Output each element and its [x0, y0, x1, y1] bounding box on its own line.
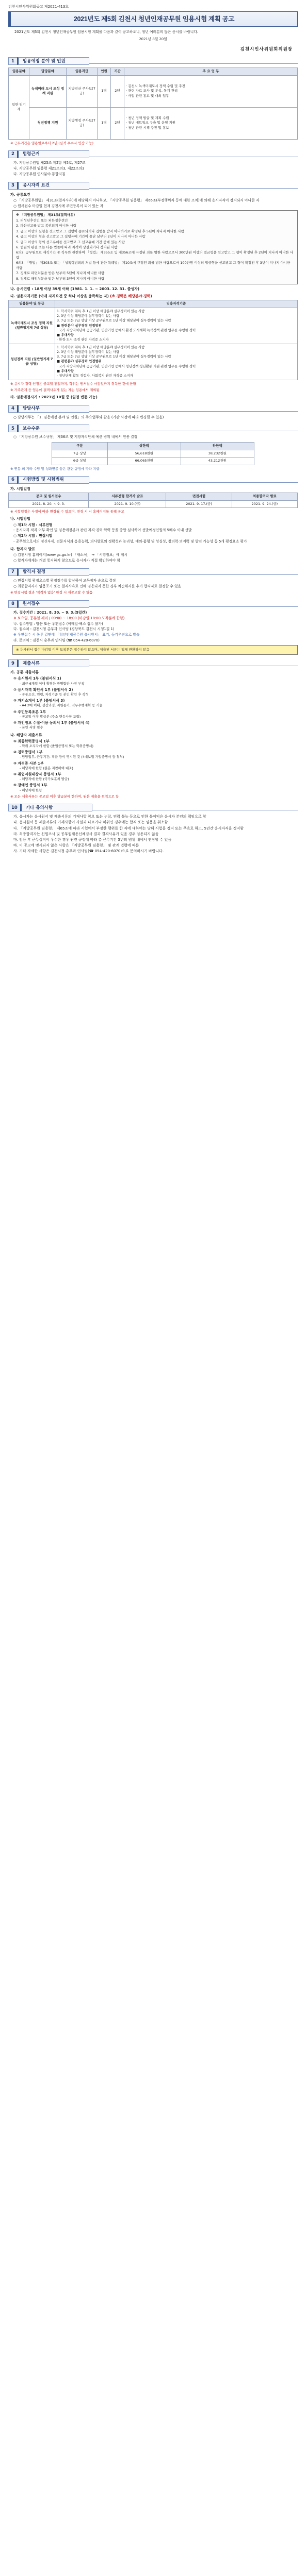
doc-desc: - 학위 소지자에 한함 (졸업증명서 또는 학위증명서)	[20, 743, 93, 748]
table-cell-duties	[124, 107, 298, 139]
list-item	[13, 709, 298, 719]
qual-note: (※ 경력은 해당분야 경력)	[110, 294, 152, 299]
section-rule	[89, 425, 298, 431]
list-item	[13, 687, 298, 697]
section-application	[8, 600, 298, 655]
box-line: 8. 징계로 해임처분을 받은 날부터 3년이 지나지 아니한 사람	[16, 276, 105, 281]
subsection-title: 가. 공통요건	[10, 192, 30, 197]
section-label: 법령근거	[17, 150, 89, 158]
table-cell-qual	[55, 308, 298, 344]
schedule-table	[8, 493, 298, 508]
section-label: 보수수준	[17, 425, 89, 432]
qualification-table	[8, 300, 298, 380]
duty-item: · 김천시 녹색미래도시 정책 수립 및 추진	[126, 84, 185, 89]
section-header	[8, 150, 298, 158]
section-eligibility	[8, 182, 298, 400]
list-item: 나. 접수방법 : 방문 또는 우편접수 (이메일·팩스 접수 불가)	[13, 621, 103, 626]
list-item: 바. 이 공고에 명시되지 않은 사항은 「지방공무원 임용령」 및 관계 법령에 따름	[13, 843, 139, 848]
table-header: 면접시험	[166, 493, 232, 500]
list-item: - 응시자격 적격 여부 확인 및 임용예정분야 관련 자격·경력·학력 등을 종합 심사하여 선발예정인원의 5배수 이내 선발	[13, 528, 192, 533]
table-header: 서류전형 합격자 발표	[89, 493, 166, 500]
box-line: 5. 금고 이상의 형의 선고유예를 선고받고 그 선고유예 기간 중에 있는 사람	[16, 240, 125, 244]
list-item	[13, 720, 298, 730]
subsection-title: 나. 시험방법	[10, 517, 30, 521]
doc-desc: - 해당자에 한함	[20, 788, 42, 792]
section-header	[8, 568, 298, 576]
qual-line: · 국가·지방자치단체·공공기관, 민간기업 등에서 환경·도시계획·녹색정책 관련 업무를 수행한 경력	[57, 328, 196, 332]
subsection-title: 라. 임용예정시기 : 2021년 10월 중 (일정 변동 가능)	[10, 395, 98, 400]
recruitment-table	[8, 67, 298, 139]
table-cell: 38,232천원	[181, 450, 254, 457]
box-line: 1. 피성년후견인 또는 피한정후견인	[16, 218, 68, 223]
section-label: 원서접수	[17, 600, 89, 608]
qual-footnote: ※ 응시자 경력 인정은 공고일 전일까지, 학위는 원서접수 마감일까지 취득한 것에 한함	[10, 381, 136, 386]
notice-date: 2021년 8월 20일	[139, 37, 167, 42]
section-pass-decision	[8, 568, 298, 596]
list-item: 가. 지방공무원법 제25조 제2항 제5호, 제27조	[13, 161, 86, 165]
section-documents	[8, 659, 298, 799]
qual-line: · 국가·지방자치단체·공공기관, 민간기업 등에서 청년정책·청년활동 지원 관련 업무를 수행한 경력	[57, 364, 196, 368]
table-row	[9, 344, 298, 380]
table-row	[9, 75, 298, 107]
application-warning: ※ 응시원서 접수 마감일 이후 도착분은 접수하지 않으며, 제출된 서류는 일체 반환하지 않음	[12, 645, 298, 655]
common-documents	[8, 676, 298, 730]
list-item: 라. 문의처 : 김천시 총무과 인사팀 (☎ 054-420-6070)	[13, 638, 100, 643]
table-header: 임용분야	[9, 68, 29, 75]
section-number: 3	[8, 182, 17, 190]
doc-title: ② 경력증명서 1부	[13, 750, 43, 755]
section-label: 제출서류	[17, 659, 89, 667]
section-header	[8, 476, 298, 484]
list-note: ※ 토요일, 공휴일 제외 / 09:00 ~ 18:00 (마감일 18:00 도착분에 한함)	[13, 616, 125, 620]
table-header: 하한액	[181, 443, 254, 450]
pass-note: ※ 면접시험 결과 '적격자 없음' 판정 시 재공고할 수 있음	[10, 590, 93, 595]
doc-title: ④ 취업지원대상자 증명서 1부	[13, 772, 61, 776]
section-label: 기타 유의사항	[20, 804, 92, 811]
table-cell: 2021. 9. 17.(금)	[166, 500, 232, 507]
list-item: 가. 접수기간 : 2021. 8. 30. ~ 9. 3.(5일간)	[13, 610, 87, 615]
qual-line: 2. 3년 이상 해당분야 실무경력이 있는 사람	[57, 349, 120, 354]
list-item: ○ 김천시청 홈페이지(www.gc.go.kr) 「새소식」 → 「시험정보」에 게시	[13, 553, 127, 557]
table-cell: 녹색미래 도시 조성 정책 지원	[29, 75, 67, 107]
subsection-title: 다. 합격자 발표	[10, 547, 36, 551]
table-cell: 2021. 9. 10.(금)	[89, 500, 166, 507]
doc-title: ① 최종학력증명서 1부	[13, 739, 50, 743]
table-cell: 6급 상당	[52, 457, 108, 465]
intro	[8, 27, 298, 43]
section-rule	[89, 476, 298, 483]
doc-desc: - 공통요건, 연령, 자격기준 등 본인 확인 후 작성	[20, 692, 89, 697]
table-cell: 66,065천원	[107, 457, 181, 465]
section-label: 임용예정 분야 및 인원	[17, 57, 89, 65]
section-header	[8, 425, 298, 432]
list-item: 나. 응시원서 등 제출서류의 기재사항이 사실과 다르거나 허위인 경우에는 합격 또는 임용을 취소함	[13, 820, 168, 825]
table-note: ※ 근무기간은 임용일로부터 2년 (실적 우수시 연장 가능)	[10, 141, 93, 145]
doc-title: ① 응시원서 1부 (붙임서식 1)	[13, 676, 61, 681]
duty-item: · 사업 관련 홍보 및 대외 업무	[126, 93, 169, 98]
disqualification-box	[12, 210, 298, 284]
section-header	[8, 659, 298, 667]
list-item: ○ 면접시험 평정요소별 평정점수를 합산하여 고득점자 순으로 결정	[13, 578, 116, 583]
doc-desc: - 해당자에 한함 (원본 지참하여 대조)	[20, 766, 73, 770]
table-header: 임용자격기준	[55, 300, 298, 308]
section-notes	[8, 804, 298, 854]
section-header	[8, 804, 298, 811]
table-cell: 43,212천원	[181, 457, 254, 465]
table-cell: 지방전산 주사보(7급)	[67, 75, 98, 107]
list-item	[13, 761, 298, 771]
doc-title: ④ 주민등록초본 1부	[13, 709, 46, 714]
box-line: 4. 금고 이상의 형을 선고받고 그 집행유예 기간이 끝난 날부터 2년이 지나지 아니한 사람	[16, 234, 146, 239]
section-rule	[89, 405, 298, 412]
table-row	[9, 107, 298, 139]
section-header	[8, 600, 298, 608]
table-cell: 2021. 8. 20. ~ 9. 3.	[9, 500, 89, 507]
table-cell: 청년정책 지원 (일반임기제 7급 상당)	[9, 344, 55, 380]
duty-item: · 청년 관련 시책 추진 및 홍보	[126, 125, 169, 130]
table-cell: 56,618천원	[107, 450, 181, 457]
notice-number: 김천시인사위원회공고 제2021-413호	[8, 5, 69, 9]
notes-list	[8, 814, 298, 854]
list-item	[13, 783, 298, 792]
list-item: ○ 「지방공무원법」 제31조(결격사유)에 해당하지 아니하고, 「지방공무원 임용령」 제65조(부정행위자 등에 대한 조치)에 의해 응시자격이 정지되지 아니한 자	[13, 198, 260, 202]
section-rule	[92, 804, 298, 810]
qual-footnote: ※ 가족관계 등 임용에 결격사유가 있는 자는 임용에서 제외됨	[10, 388, 100, 393]
doc-desc: - A4 2매 이내, 성장과정, 지원동기, 직무수행계획 등 기술	[20, 703, 103, 708]
doc-title: ③ 자기소개서 1부 (붙임서식 3)	[13, 699, 65, 703]
section-number: 6	[8, 476, 17, 484]
table-cell: 청년정책 지원	[29, 107, 67, 139]
table-cell: 지방행정 주사보(7급)	[67, 107, 98, 139]
duty-item: · 청년 정책 발굴 및 계획 수립	[126, 116, 169, 121]
doc-title: ⑤ 개인정보 수집·이용 동의서 1부 (붙임서식 4)	[13, 721, 90, 725]
list-item: 다. 지방공무원 인사분야 통합지침	[13, 172, 66, 176]
section-label: 시험방법 및 시험범위	[17, 476, 89, 484]
section-number: 8	[8, 600, 17, 608]
schedule-note: ※ 시험일정은 사정에 따라 변경될 수 있으며, 변경 시 시 홈페이지를 통해 공고	[10, 509, 124, 514]
section-label: 담당사무	[17, 405, 89, 413]
qual-line: 1. 학사학위 취득 후 1년 이상 해당분야 실무경력이 있는 사람	[57, 309, 145, 313]
table-cell: 1명	[98, 75, 111, 107]
list-note: ※ 우편접수 시 봉투 겉면에 「청년인재공무원 응시원서」 표기, 등기우편으로 발송	[13, 633, 140, 637]
list-item: 다. 접수처 : 김천시청 총무과 인사팀 (경상북도 김천시 시청1길 1)	[13, 627, 115, 632]
duty-item: · 청년 네트워크 구축 및 운영 지원	[126, 121, 176, 125]
table-row	[52, 457, 254, 465]
salary-table	[52, 442, 254, 465]
list-item: 가. 응시자는 응시원서 및 제출서류의 기재사항 착오 또는 누락, 연락 불능 등으로 인한 불이익은 응시자 본인의 책임으로 함	[13, 815, 206, 819]
list-item	[13, 750, 298, 759]
section-number: 9	[8, 659, 17, 667]
duty-item: · 관련 자료 조사 및 분석, 통계 관리	[126, 89, 178, 93]
qual-line: 1. 학사학위 취득 후 1년 이상 해당분야 실무경력이 있는 사람	[57, 345, 145, 349]
table-header: 구분	[52, 443, 108, 450]
section-rule	[89, 659, 298, 666]
section-rule	[89, 600, 298, 607]
box-line: 3. 금고 이상의 실형을 선고받고 그 집행이 종료되거나 집행을 받지 아니하기로 확정된 후 5년이 지나지 아니한 사람	[16, 229, 184, 233]
table-cell-qual	[55, 344, 298, 380]
table-cell: 1명	[98, 107, 111, 139]
list-item: ○ 원서접수 마감일 현재 김천시에 주민등록이 되어 있는 자	[13, 204, 104, 208]
section-header	[8, 182, 298, 190]
subsection-title	[10, 294, 298, 299]
doc-title: ② 응시자격 확인서 1부 (붙임서식 2)	[13, 687, 73, 692]
qual-line: ■ 우대사항	[57, 333, 74, 337]
signer: 김천시인사위원회위원장	[240, 46, 293, 52]
table-header: 인원	[98, 68, 111, 75]
list-item: 나. 지방공무원 임용령 제21조의3, 제22조의3	[13, 166, 85, 171]
doc-desc: - 해당자에 한함 (국가보훈처 발급)	[20, 777, 69, 782]
table-header: 임용직급	[67, 68, 98, 75]
table-row	[9, 308, 298, 344]
table-header: 기간	[111, 68, 124, 75]
salary-intro: ○ 「지방공무원 보수규정」 제36조 및 지방자치단체 예산 범위 내에서 연봉 결정	[13, 435, 138, 439]
list-item: 마. 임용 후 근무실적이 우수한 경우 관련 규정에 따라 총 근무기간 5년의 범위 내에서 연장할 수 있음	[13, 837, 171, 842]
table-header: 임용분야 및 등급	[9, 300, 55, 308]
list-item	[13, 698, 298, 708]
qual-line: 3. 7급 또는 7급 상당 이상 공무원으로 1년 이상 해당분야 실무경력이 있는 사람	[57, 318, 171, 323]
table-cell-duties	[124, 75, 298, 107]
table-header: 상한액	[107, 443, 181, 450]
table-header: 최종합격자 발표	[232, 493, 297, 500]
subsection-title: 나. 해당자 제출서류	[10, 733, 42, 737]
box-line: 2. 파산선고를 받고 복권되지 아니한 사람	[16, 224, 76, 228]
doc-desc: - 담당업무, 근무기간, 직급 등이 명시된 것 (4대보험 가입증명서 등 첨부)	[20, 755, 124, 759]
subsection-title: 가. 시험일정	[10, 486, 30, 491]
qual-line: · 청년단체 활동 경험자, 사회복지 관련 자격증 소지자	[57, 374, 133, 378]
table-cell: 일반 임기제	[9, 75, 29, 139]
section-rule	[89, 150, 298, 157]
section-number: 7	[8, 568, 17, 576]
doc-desc: - 공고일 이후 발급분 (주소 변동사항 포함)	[20, 714, 81, 719]
section-header	[8, 405, 298, 413]
section-rule	[89, 568, 298, 575]
section-label: 응시자격 요건	[17, 182, 89, 190]
list-item: ○ 합격자에게는 개별 통지하지 않으므로 응시자가 직접 확인하여야 함	[13, 558, 121, 563]
section-number: 10	[8, 804, 20, 811]
pass-decision-list	[8, 579, 298, 589]
list-item: ○ 제2차 시험 : 면접시험	[13, 534, 53, 538]
salary-note: ※ 연봉 외 기타 수당 및 성과연봉 등은 관련 규정에 따라 지급	[10, 466, 100, 471]
qual-title: 다. 임용자격기준 (아래 자격요건 중 하나 이상을 충족하는 자)	[10, 294, 109, 299]
doc-desc: - 본인 서명 필수	[20, 725, 43, 730]
list-item: 사. 기타 자세한 사항은 김천시청 총무과 인사팀(☎ 054-420-6070)으로 문의하시기 바랍니다.	[13, 849, 164, 854]
qual-line: ■ 관련분야 실무경력 인정범위	[57, 359, 102, 364]
announcement-list	[8, 553, 298, 564]
table-row	[9, 500, 298, 507]
subsection-title: 가. 공통 제출서류	[10, 670, 39, 675]
notice-title: 2021년도 제5회 김천시 청년인재공무원 임용시험 계획 공고	[73, 15, 235, 23]
doc-desc: - 최근 6개월 이내 촬영한 반명함판 사진 부착	[20, 681, 85, 686]
list-item: - 공무원으로서의 정신자세, 전문지식과 응용능력, 의사발표의 정확성과 논리성, 예의·품행 및 성실성, 창의력·의지력 및 발전 가능성 등 5개 평정요소 평가	[13, 539, 247, 544]
list-item	[13, 772, 298, 782]
qual-line: ■ 관련분야 실무경력 인정범위	[57, 323, 102, 328]
list-item	[13, 676, 298, 686]
section-rule	[89, 57, 298, 64]
box-line: 6의2. 공무원으로 재직기간 중 직무와 관련하여 「형법」 제355조 및 제356조에 규정된 죄를 범한 사람으로서 300만원 이상의 벌금형을 선고받고 그 형이 확정된 후 2년이 지나지 아니한 사람	[16, 250, 294, 260]
qual-line: · 환경·도시·조경 관련 자격증 소지자	[57, 337, 109, 342]
section-number: 5	[8, 425, 17, 432]
notice-title-box	[8, 11, 298, 27]
doc-title: ③ 자격증 사본 1부	[13, 761, 44, 766]
box-line: 7. 징계로 파면처분을 받은 날부터 5년이 지나지 아니한 사람	[16, 271, 105, 276]
qual-line: ■ 우대사항	[57, 369, 74, 374]
table-cell: 2년	[111, 107, 124, 139]
table-cell: 녹색미래도시 조성 정책 지원 (일반임기제 7급 상당)	[9, 308, 55, 344]
list-item: 다. 「지방공무원 임용령」 제65조에 따라 시험에서 부정한 행위를 한 자에 대하여는 당해 시험을 정지 또는 무효로 하고, 5년간 응시자격을 정지함	[13, 826, 244, 831]
legal-basis-list	[8, 161, 298, 177]
section-duties	[8, 405, 298, 420]
section-number: 1	[8, 57, 17, 65]
documents-note: ※ 모든 제출서류는 공고일 이후 발급분에 한하며, 원본 제출을 원칙으로 함	[10, 794, 119, 799]
intro-text: 2021년도 제5회 김천시 청년인재공무원 임용시험 계획을 다음과 같이 공고하오니, 청년 여러분의 많은 응시를 바랍니다.	[14, 30, 199, 35]
table-cell: 7급 상당	[52, 450, 108, 457]
list-item: 라. 최종합격자는 신원조사 및 공무원채용신체검사 결과 결격사유가 있을 경우 임용되지 않음	[13, 832, 159, 836]
section-legal-basis	[8, 150, 298, 177]
qual-line: 2. 3년 이상 해당분야 실무경력이 있는 사람	[57, 313, 120, 318]
box-title: ※ 「지방공무원법」 제31조(결격사유)	[16, 213, 75, 217]
section-recruitment	[8, 57, 298, 146]
section-number: 2	[8, 150, 17, 158]
subsection-title: 나. 응시연령 : 18세 이상 39세 이하 (1981. 1. 1. ~ 2003. 12. 31. 출생자)	[10, 286, 140, 291]
table-cell: 2021. 9. 24.(금)	[232, 500, 297, 507]
list-item: ○ 제1차 시험 : 서류전형	[13, 522, 53, 527]
section-salary	[8, 425, 298, 471]
section-number: 4	[8, 405, 17, 413]
box-line: 6의3. 「형법」 제303조 또는 「성폭력범죄의 처벌 등에 관한 특례법」 제10조에 규정된 죄를 범한 사람으로서 100만원 이상의 벌금형을 선고받고 그 형이 확정된 후 3년이 지나지 아니한 사람	[16, 261, 291, 270]
table-header: 공고 및 원서접수	[9, 493, 89, 500]
optional-documents	[8, 739, 298, 793]
section-rule	[89, 182, 298, 189]
common-requirements	[8, 198, 298, 209]
section-exam	[8, 476, 298, 564]
qual-line: 3. 7급 또는 7급 상당 이상 공무원으로 1년 이상 해당분야 실무경력이 있는 사람	[57, 354, 171, 359]
duties-text: ○ 담당사무는 「1. 임용예정 분야 및 인원」의 주요업무와 같음 (기관 사정에 따라 변경될 수 있음)	[13, 415, 164, 419]
list-item	[13, 739, 298, 749]
box-line: 6. 법원의 판결 또는 다른 법률에 따라 자격이 상실되거나 정지된 사람	[16, 245, 118, 249]
application-list	[8, 611, 298, 643]
table-row	[52, 450, 254, 457]
doc-title: ⑤ 장애인 증명서 1부	[13, 783, 47, 788]
exam-method-list	[8, 523, 298, 545]
table-header: 담당분야	[29, 68, 67, 75]
section-header	[8, 57, 298, 65]
list-item: ○ 최종합격자가 임용포기 또는 결격사유로 인해 임용되지 못한 경우 차순위자를 추가 합격자로 결정할 수 있음	[13, 584, 182, 588]
table-header: 주 요 업 무	[124, 68, 298, 75]
section-label: 합격자 결정	[17, 568, 89, 576]
table-cell: 2년	[111, 75, 124, 107]
